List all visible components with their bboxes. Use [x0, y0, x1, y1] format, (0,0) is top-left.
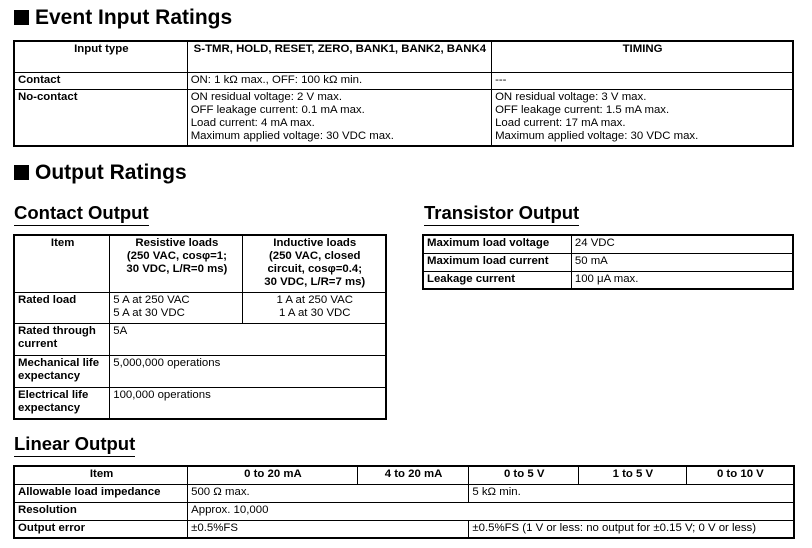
rated-through-current-value: 5A: [110, 323, 386, 355]
header-4-to-20-ma: 4 to 20 mA: [357, 466, 469, 484]
event-input-table: [13, 40, 794, 147]
header-timing: TIMING: [492, 41, 793, 72]
square-bullet-icon: [14, 10, 29, 25]
row-label-max-load-voltage: Maximum load voltage: [423, 235, 571, 253]
header-resistive-loads: Resistive loads (250 VAC, cosφ=1; 30 VDC, L/R=0 ms): [110, 235, 243, 292]
contact-general-value: ON: 1 kΩ max., OFF: 100 kΩ min.: [187, 72, 491, 89]
header-general-inputs: S-TMR, HOLD, RESET, ZERO, BANK1, BANK2, BANK4: [187, 41, 491, 72]
no-contact-timing-value: ON residual voltage: 3 V max. OFF leakage current: 1.5 mA max. Load current: 17 mA max. Maximum applied voltage: 30 VDC max.: [492, 89, 793, 146]
load-impedance-current-value: 500 Ω max.: [188, 484, 469, 502]
load-impedance-voltage-value: 5 kΩ min.: [469, 484, 794, 502]
transistor-output-table: [422, 234, 794, 290]
contact-timing-value: ---: [492, 72, 793, 89]
output-ratings-heading: [14, 161, 187, 185]
max-load-current-value: 50 mA: [571, 253, 793, 271]
linear-output-table: [13, 465, 795, 539]
event-input-ratings-heading: [14, 6, 232, 30]
rated-load-resistive: 5 A at 250 VAC 5 A at 30 VDC: [110, 292, 243, 323]
header-0-to-10-v: 0 to 10 V: [686, 466, 794, 484]
no-contact-general-value: ON residual voltage: 2 V max. OFF leakage current: 0.1 mA max. Load current: 4 mA max. Maximum applied voltage: 30 VDC max.: [187, 89, 491, 146]
resolution-value: Approx. 10,000: [188, 502, 794, 520]
output-ratings-title: Output Ratings: [35, 161, 187, 184]
header-item: Item: [14, 466, 188, 484]
transistor-output-heading: Transistor Output: [424, 202, 579, 226]
row-label-load-impedance: Allowable load impedance: [14, 484, 188, 502]
leakage-current-value: 100 μA max.: [571, 271, 793, 289]
event-input-ratings-title: Event Input Ratings: [35, 6, 233, 29]
output-error-current-value: ±0.5%FS: [188, 520, 469, 538]
row-label-resolution: Resolution: [14, 502, 188, 520]
header-0-to-5-v: 0 to 5 V: [469, 466, 579, 484]
row-label-no-contact: No-contact: [14, 89, 187, 146]
row-label-electrical-life: Electrical life expectancy: [14, 387, 110, 419]
header-item: Item: [14, 235, 110, 292]
row-label-mechanical-life: Mechanical life expectancy: [14, 355, 110, 387]
header-inductive-loads: Inductive loads (250 VAC, closed circuit, cosφ=0.4; 30 VDC, L/R=7 ms): [243, 235, 386, 292]
mechanical-life-value: 5,000,000 operations: [110, 355, 386, 387]
output-error-voltage-value: ±0.5%FS (1 V or less: no output for ±0.15 V; 0 V or less): [469, 520, 794, 538]
row-label-rated-through-current: Rated through current: [14, 323, 110, 355]
row-label-max-load-current: Maximum load current: [423, 253, 571, 271]
row-label-leakage-current: Leakage current: [423, 271, 571, 289]
electrical-life-value: 100,000 operations: [110, 387, 386, 419]
row-label-contact: Contact: [14, 72, 187, 89]
max-load-voltage-value: 24 VDC: [571, 235, 793, 253]
row-label-output-error: Output error: [14, 520, 188, 538]
header-0-to-20-ma: 0 to 20 mA: [188, 466, 358, 484]
contact-output-heading: Contact Output: [14, 202, 149, 226]
rated-load-inductive: 1 A at 250 VAC 1 A at 30 VDC: [243, 292, 386, 323]
row-label-rated-load: Rated load: [14, 292, 110, 323]
contact-output-table: [13, 234, 387, 420]
linear-output-heading: Linear Output: [14, 433, 135, 457]
square-bullet-icon: [14, 165, 29, 180]
header-1-to-5-v: 1 to 5 V: [579, 466, 687, 484]
header-input-type: Input type: [14, 41, 187, 72]
